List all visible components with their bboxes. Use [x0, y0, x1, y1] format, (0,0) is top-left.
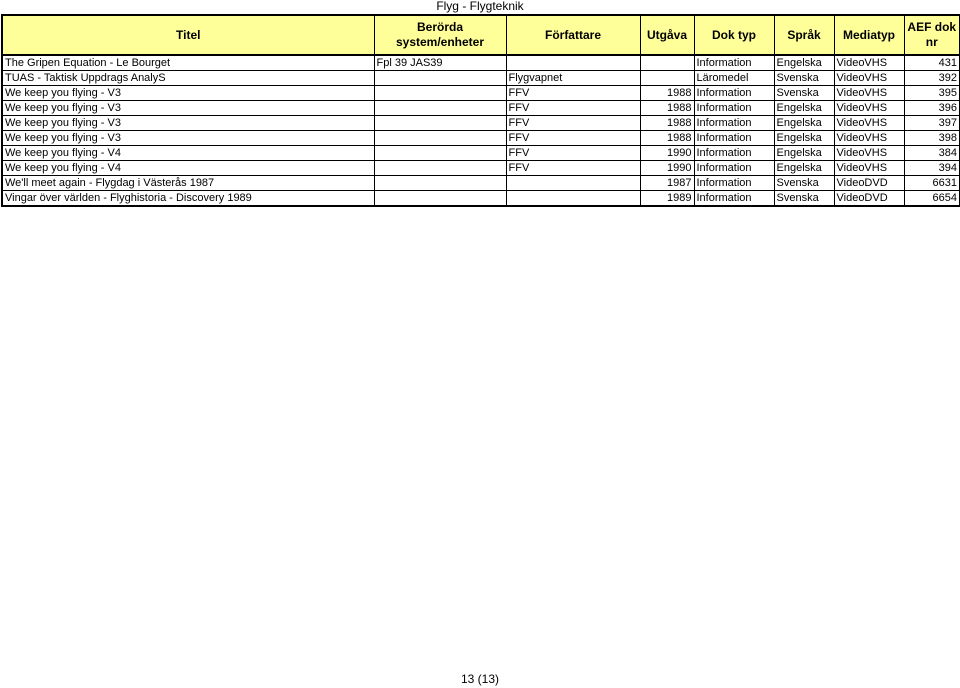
cell-forfattare: FFV — [506, 116, 640, 131]
cell-forfattare: FFV — [506, 86, 640, 101]
table-row — [2, 191, 960, 207]
cell-doktyp: Information — [694, 86, 774, 101]
cell-mediatyp: VideoDVD — [834, 176, 904, 191]
cell-aef: 6631 — [904, 176, 960, 191]
table-row — [2, 161, 960, 176]
cell-forfattare — [506, 55, 640, 71]
table-row — [2, 86, 960, 101]
cell-mediatyp: VideoVHS — [834, 55, 904, 71]
cell-doktyp: Information — [694, 101, 774, 116]
cell-aef: 397 — [904, 116, 960, 131]
cell-forfattare — [506, 176, 640, 191]
table-row — [2, 55, 960, 71]
cell-berorda — [374, 86, 506, 101]
cell-mediatyp: VideoDVD — [834, 191, 904, 207]
column-header-berorda: Berörda system/enheter — [374, 15, 506, 55]
cell-titel: Vingar över världen - Flyghistoria - Discovery 1989 — [2, 191, 374, 207]
column-header-doktyp: Dok typ — [694, 15, 774, 55]
cell-titel: We keep you flying - V4 — [2, 146, 374, 161]
cell-sprak: Engelska — [774, 146, 834, 161]
cell-titel: We keep you flying - V3 — [2, 101, 374, 116]
table-row — [2, 146, 960, 161]
cell-doktyp: Information — [694, 131, 774, 146]
cell-sprak: Engelska — [774, 55, 834, 71]
cell-berorda — [374, 176, 506, 191]
cell-utgava: 1988 — [640, 116, 694, 131]
cell-berorda — [374, 101, 506, 116]
table-row — [2, 116, 960, 131]
cell-mediatyp: VideoVHS — [834, 71, 904, 86]
cell-forfattare — [506, 191, 640, 207]
cell-aef: 394 — [904, 161, 960, 176]
cell-doktyp: Information — [694, 161, 774, 176]
cell-utgava: 1990 — [640, 146, 694, 161]
cell-mediatyp: VideoVHS — [834, 86, 904, 101]
column-header-utgava: Utgåva — [640, 15, 694, 55]
column-header-forfattare: Författare — [506, 15, 640, 55]
table-header-row — [2, 15, 960, 55]
cell-utgava — [640, 55, 694, 71]
cell-aef: 6654 — [904, 191, 960, 207]
cell-sprak: Svenska — [774, 176, 834, 191]
cell-aef: 396 — [904, 101, 960, 116]
cell-berorda — [374, 146, 506, 161]
table-row — [2, 131, 960, 146]
cell-utgava — [640, 71, 694, 86]
cell-forfattare: FFV — [506, 161, 640, 176]
cell-sprak: Svenska — [774, 86, 834, 101]
page-number: 13 (13) — [460, 672, 500, 686]
table-row — [2, 71, 960, 86]
table-row — [2, 176, 960, 191]
cell-doktyp: Information — [694, 191, 774, 207]
table-row — [2, 101, 960, 116]
cell-berorda — [374, 161, 506, 176]
cell-berorda — [374, 116, 506, 131]
cell-titel: We keep you flying - V3 — [2, 86, 374, 101]
cell-mediatyp: VideoVHS — [834, 161, 904, 176]
cell-utgava: 1988 — [640, 101, 694, 116]
column-header-sprak: Språk — [774, 15, 834, 55]
cell-aef: 431 — [904, 55, 960, 71]
cell-sprak: Engelska — [774, 161, 834, 176]
cell-forfattare: FFV — [506, 101, 640, 116]
cell-doktyp: Läromedel — [694, 71, 774, 86]
cell-doktyp: Information — [694, 55, 774, 71]
cell-utgava: 1988 — [640, 131, 694, 146]
cell-aef: 398 — [904, 131, 960, 146]
column-header-titel: Titel — [2, 15, 374, 55]
cell-doktyp: Information — [694, 116, 774, 131]
cell-titel: We keep you flying - V4 — [2, 161, 374, 176]
cell-doktyp: Information — [694, 176, 774, 191]
cell-titel: We keep you flying - V3 — [2, 131, 374, 146]
cell-forfattare: FFV — [506, 146, 640, 161]
cell-utgava: 1990 — [640, 161, 694, 176]
cell-titel: TUAS - Taktisk Uppdrags AnalyS — [2, 71, 374, 86]
cell-forfattare: Flygvapnet — [506, 71, 640, 86]
page-title: Flyg - Flygteknik — [436, 0, 524, 13]
cell-utgava: 1987 — [640, 176, 694, 191]
cell-berorda: Fpl 39 JAS39 — [374, 55, 506, 71]
cell-aef: 395 — [904, 86, 960, 101]
cell-berorda — [374, 191, 506, 207]
cell-utgava: 1988 — [640, 86, 694, 101]
cell-utgava: 1989 — [640, 191, 694, 207]
cell-sprak: Svenska — [774, 71, 834, 86]
cell-titel: The Gripen Equation - Le Bourget — [2, 55, 374, 71]
cell-sprak: Engelska — [774, 101, 834, 116]
cell-mediatyp: VideoVHS — [834, 116, 904, 131]
cell-mediatyp: VideoVHS — [834, 101, 904, 116]
cell-aef: 384 — [904, 146, 960, 161]
column-header-aef: AEF dok nr — [904, 15, 960, 55]
cell-mediatyp: VideoVHS — [834, 146, 904, 161]
cell-forfattare: FFV — [506, 131, 640, 146]
cell-aef: 392 — [904, 71, 960, 86]
document-catalog-table — [1, 14, 960, 207]
cell-doktyp: Information — [694, 146, 774, 161]
column-header-mediatyp: Mediatyp — [834, 15, 904, 55]
cell-sprak: Engelska — [774, 131, 834, 146]
cell-sprak: Svenska — [774, 191, 834, 207]
cell-sprak: Engelska — [774, 116, 834, 131]
cell-mediatyp: VideoVHS — [834, 131, 904, 146]
cell-berorda — [374, 71, 506, 86]
cell-berorda — [374, 131, 506, 146]
cell-titel: We'll meet again - Flygdag i Västerås 1987 — [2, 176, 374, 191]
cell-titel: We keep you flying - V3 — [2, 116, 374, 131]
